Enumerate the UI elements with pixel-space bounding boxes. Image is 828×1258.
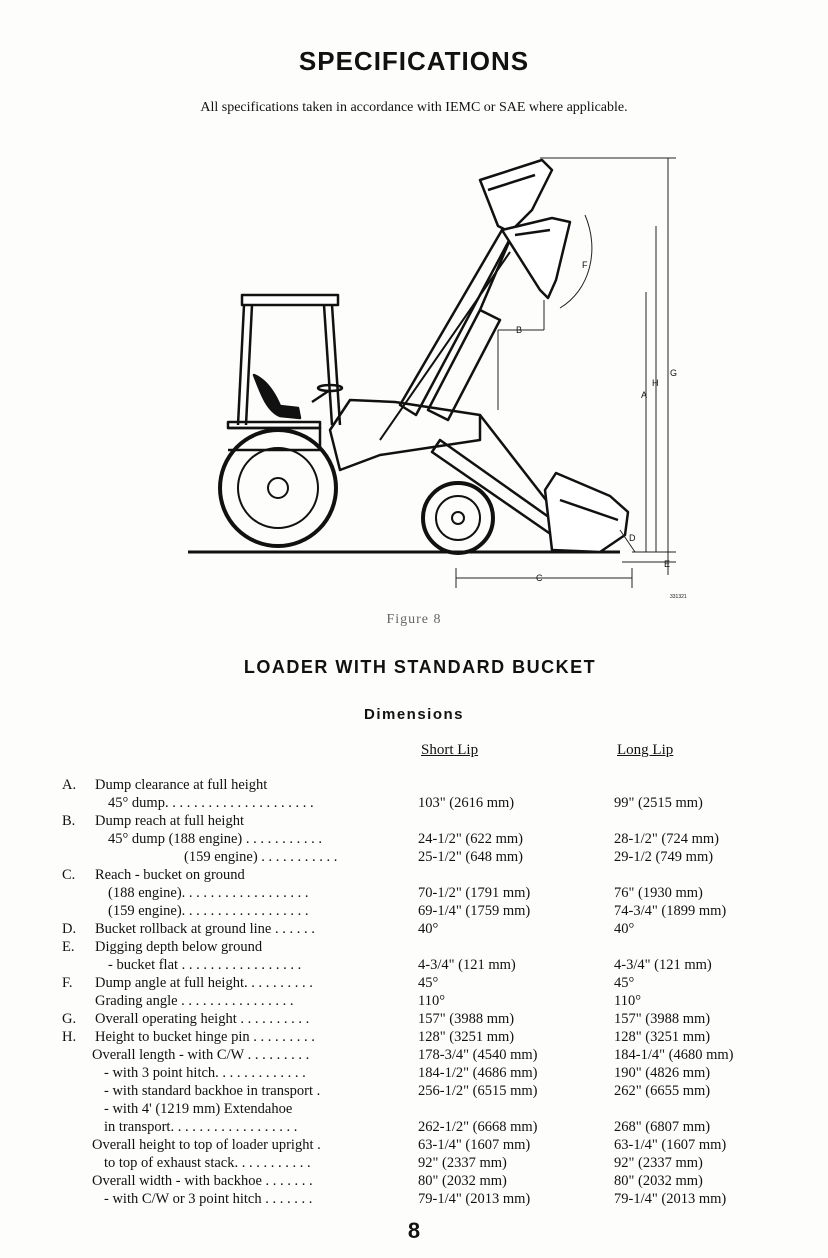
spec-label: - with 3 point hitch. . . . . . . . . . . . .: [104, 1065, 306, 1081]
spec-long-lip: 74-3/4" (1899 mm): [614, 903, 727, 919]
spec-row: [0, 1190, 828, 1208]
spec-long-lip: 79-1/4" (2013 mm): [614, 1191, 727, 1207]
spec-label: Overall height to top of loader upright .: [92, 1137, 321, 1153]
spec-short-lip: 80" (2032 mm): [418, 1173, 507, 1189]
spec-letter: F.: [62, 975, 73, 991]
spec-letter: C.: [62, 867, 76, 883]
spec-letter: G.: [62, 1011, 77, 1027]
spec-row: [0, 1172, 828, 1190]
spec-short-lip: 110°: [418, 993, 446, 1009]
spec-letter: B.: [62, 813, 76, 829]
dim-label-a: A: [641, 390, 648, 400]
spec-row: [0, 1028, 828, 1046]
spec-row: [0, 992, 828, 1010]
spec-letter: D.: [62, 921, 77, 937]
dim-label-d: D: [629, 533, 636, 543]
spec-row: [0, 830, 828, 848]
spec-short-lip: 24-1/2" (622 mm): [418, 831, 523, 847]
column-header-short-lip: Short Lip: [421, 742, 479, 758]
spec-long-lip: 190" (4826 mm): [614, 1065, 711, 1081]
specs-table: [0, 776, 828, 1208]
spec-label: Digging depth below ground: [95, 939, 263, 955]
spec-long-lip: 157" (3988 mm): [614, 1011, 711, 1027]
spec-short-lip: 70-1/2" (1791 mm): [418, 885, 531, 901]
spec-short-lip: 92" (2337 mm): [418, 1155, 507, 1171]
dim-label-g: G: [670, 368, 678, 378]
section-title: LOADER WITH STANDARD BUCKET: [243, 657, 597, 677]
figure-code: 331321: [670, 594, 687, 600]
spec-label: (159 engine). . . . . . . . . . . . . . . . . .: [108, 903, 309, 919]
spec-label: - with 4' (1219 mm) Extendahoe: [104, 1101, 293, 1117]
spec-label: Dump reach at full height: [95, 813, 244, 829]
spec-row: [0, 1046, 828, 1064]
loader-diagram: [180, 140, 700, 610]
spec-short-lip: 178-3/4" (4540 mm): [418, 1047, 538, 1063]
spec-row: [0, 974, 828, 992]
spec-label: - with standard backhoe in transport .: [104, 1083, 321, 1099]
page-subtitle: All specifications taken in accordance with IEMC or SAE where applicable.: [200, 100, 628, 115]
spec-long-lip: 28-1/2" (724 mm): [614, 831, 719, 847]
dim-label-c: C: [536, 573, 543, 583]
spec-short-lip: 262-1/2" (6668 mm): [418, 1119, 538, 1135]
spec-letter: E.: [62, 939, 75, 955]
spec-short-lip: 256-1/2" (6515 mm): [418, 1083, 538, 1099]
spec-long-lip: 110°: [614, 993, 642, 1009]
spec-row: [0, 866, 828, 884]
spec-label: (159 engine) . . . . . . . . . . .: [184, 849, 338, 865]
spec-label: in transport. . . . . . . . . . . . . . . . . .: [104, 1119, 298, 1135]
spec-long-lip: 128" (3251 mm): [614, 1029, 711, 1045]
spec-long-lip: 29-1/2 (749 mm): [614, 849, 714, 865]
dim-label-e: E: [664, 559, 671, 569]
spec-long-lip: 4-3/4" (121 mm): [614, 957, 712, 973]
spec-label: 45° dump. . . . . . . . . . . . . . . . . . . . .: [108, 795, 314, 811]
dim-label-f: F: [582, 260, 588, 270]
spec-short-lip: 25-1/2" (648 mm): [418, 849, 523, 865]
spec-label: Grading angle . . . . . . . . . . . . . . . .: [95, 993, 294, 1009]
spec-row: [0, 848, 828, 866]
spec-label: - with C/W or 3 point hitch . . . . . . .: [104, 1191, 313, 1207]
spec-row: [0, 1064, 828, 1082]
spec-label: Dump angle at full height. . . . . . . . . .: [95, 975, 313, 991]
dim-label-h: H: [652, 378, 659, 388]
spec-short-lip: 63-1/4" (1607 mm): [418, 1137, 531, 1153]
spec-label: Dump clearance at full height: [95, 777, 268, 793]
page-number: 8: [407, 1218, 421, 1243]
spec-long-lip: 92" (2337 mm): [614, 1155, 703, 1171]
spec-short-lip: 4-3/4" (121 mm): [418, 957, 516, 973]
spec-label: Bucket rollback at ground line . . . . . .: [95, 921, 315, 937]
spec-row: [0, 956, 828, 974]
spec-label: Height to bucket hinge pin . . . . . . . . .: [95, 1029, 315, 1045]
figure-caption: Figure 8: [386, 612, 442, 627]
spec-short-lip: 128" (3251 mm): [418, 1029, 515, 1045]
spec-row: [0, 794, 828, 812]
spec-row: [0, 1136, 828, 1154]
spec-label: (188 engine). . . . . . . . . . . . . . . . . .: [108, 885, 309, 901]
spec-row: [0, 1082, 828, 1100]
spec-label: to top of exhaust stack. . . . . . . . . . .: [104, 1155, 311, 1171]
spec-label: - bucket flat . . . . . . . . . . . . . . . . .: [108, 957, 302, 973]
spec-label: Overall operating height . . . . . . . . . .: [95, 1011, 310, 1027]
spec-row: [0, 1154, 828, 1172]
spec-label: Overall width - with backhoe . . . . . . .: [92, 1173, 313, 1189]
spec-long-lip: 80" (2032 mm): [614, 1173, 703, 1189]
spec-row: [0, 884, 828, 902]
spec-long-lip: 40°: [614, 921, 635, 937]
spec-short-lip: 69-1/4" (1759 mm): [418, 903, 531, 919]
spec-short-lip: 45°: [418, 975, 439, 991]
spec-long-lip: 99" (2515 mm): [614, 795, 703, 811]
spec-row: [0, 938, 828, 956]
spec-label: Overall length - with C/W . . . . . . . . .: [92, 1047, 310, 1063]
spec-short-lip: 157" (3988 mm): [418, 1011, 515, 1027]
page-title: SPECIFICATIONS: [298, 46, 530, 76]
spec-long-lip: 184-1/4" (4680 mm): [614, 1047, 734, 1063]
dim-label-b: B: [516, 325, 523, 335]
column-header-long-lip: Long Lip: [617, 742, 674, 758]
spec-row: [0, 920, 828, 938]
section-subtitle: Dimensions: [363, 706, 465, 723]
spec-row: [0, 812, 828, 830]
spec-long-lip: 45°: [614, 975, 635, 991]
spec-row: [0, 1100, 828, 1118]
spec-long-lip: 76" (1930 mm): [614, 885, 703, 901]
spec-label: 45° dump (188 engine) . . . . . . . . . . .: [108, 831, 323, 847]
spec-long-lip: 63-1/4" (1607 mm): [614, 1137, 727, 1153]
spec-long-lip: 262" (6655 mm): [614, 1083, 711, 1099]
spec-label: Reach - bucket on ground: [95, 867, 245, 883]
spec-row: [0, 776, 828, 794]
spec-short-lip: 184-1/2" (4686 mm): [418, 1065, 538, 1081]
spec-letter: A.: [62, 777, 77, 793]
spec-row: [0, 902, 828, 920]
spec-short-lip: 40°: [418, 921, 439, 937]
spec-short-lip: 79-1/4" (2013 mm): [418, 1191, 531, 1207]
spec-row: [0, 1010, 828, 1028]
spec-row: [0, 1118, 828, 1136]
spec-short-lip: 103" (2616 mm): [418, 795, 515, 811]
spec-long-lip: 268" (6807 mm): [614, 1119, 711, 1135]
spec-letter: H.: [62, 1029, 77, 1045]
